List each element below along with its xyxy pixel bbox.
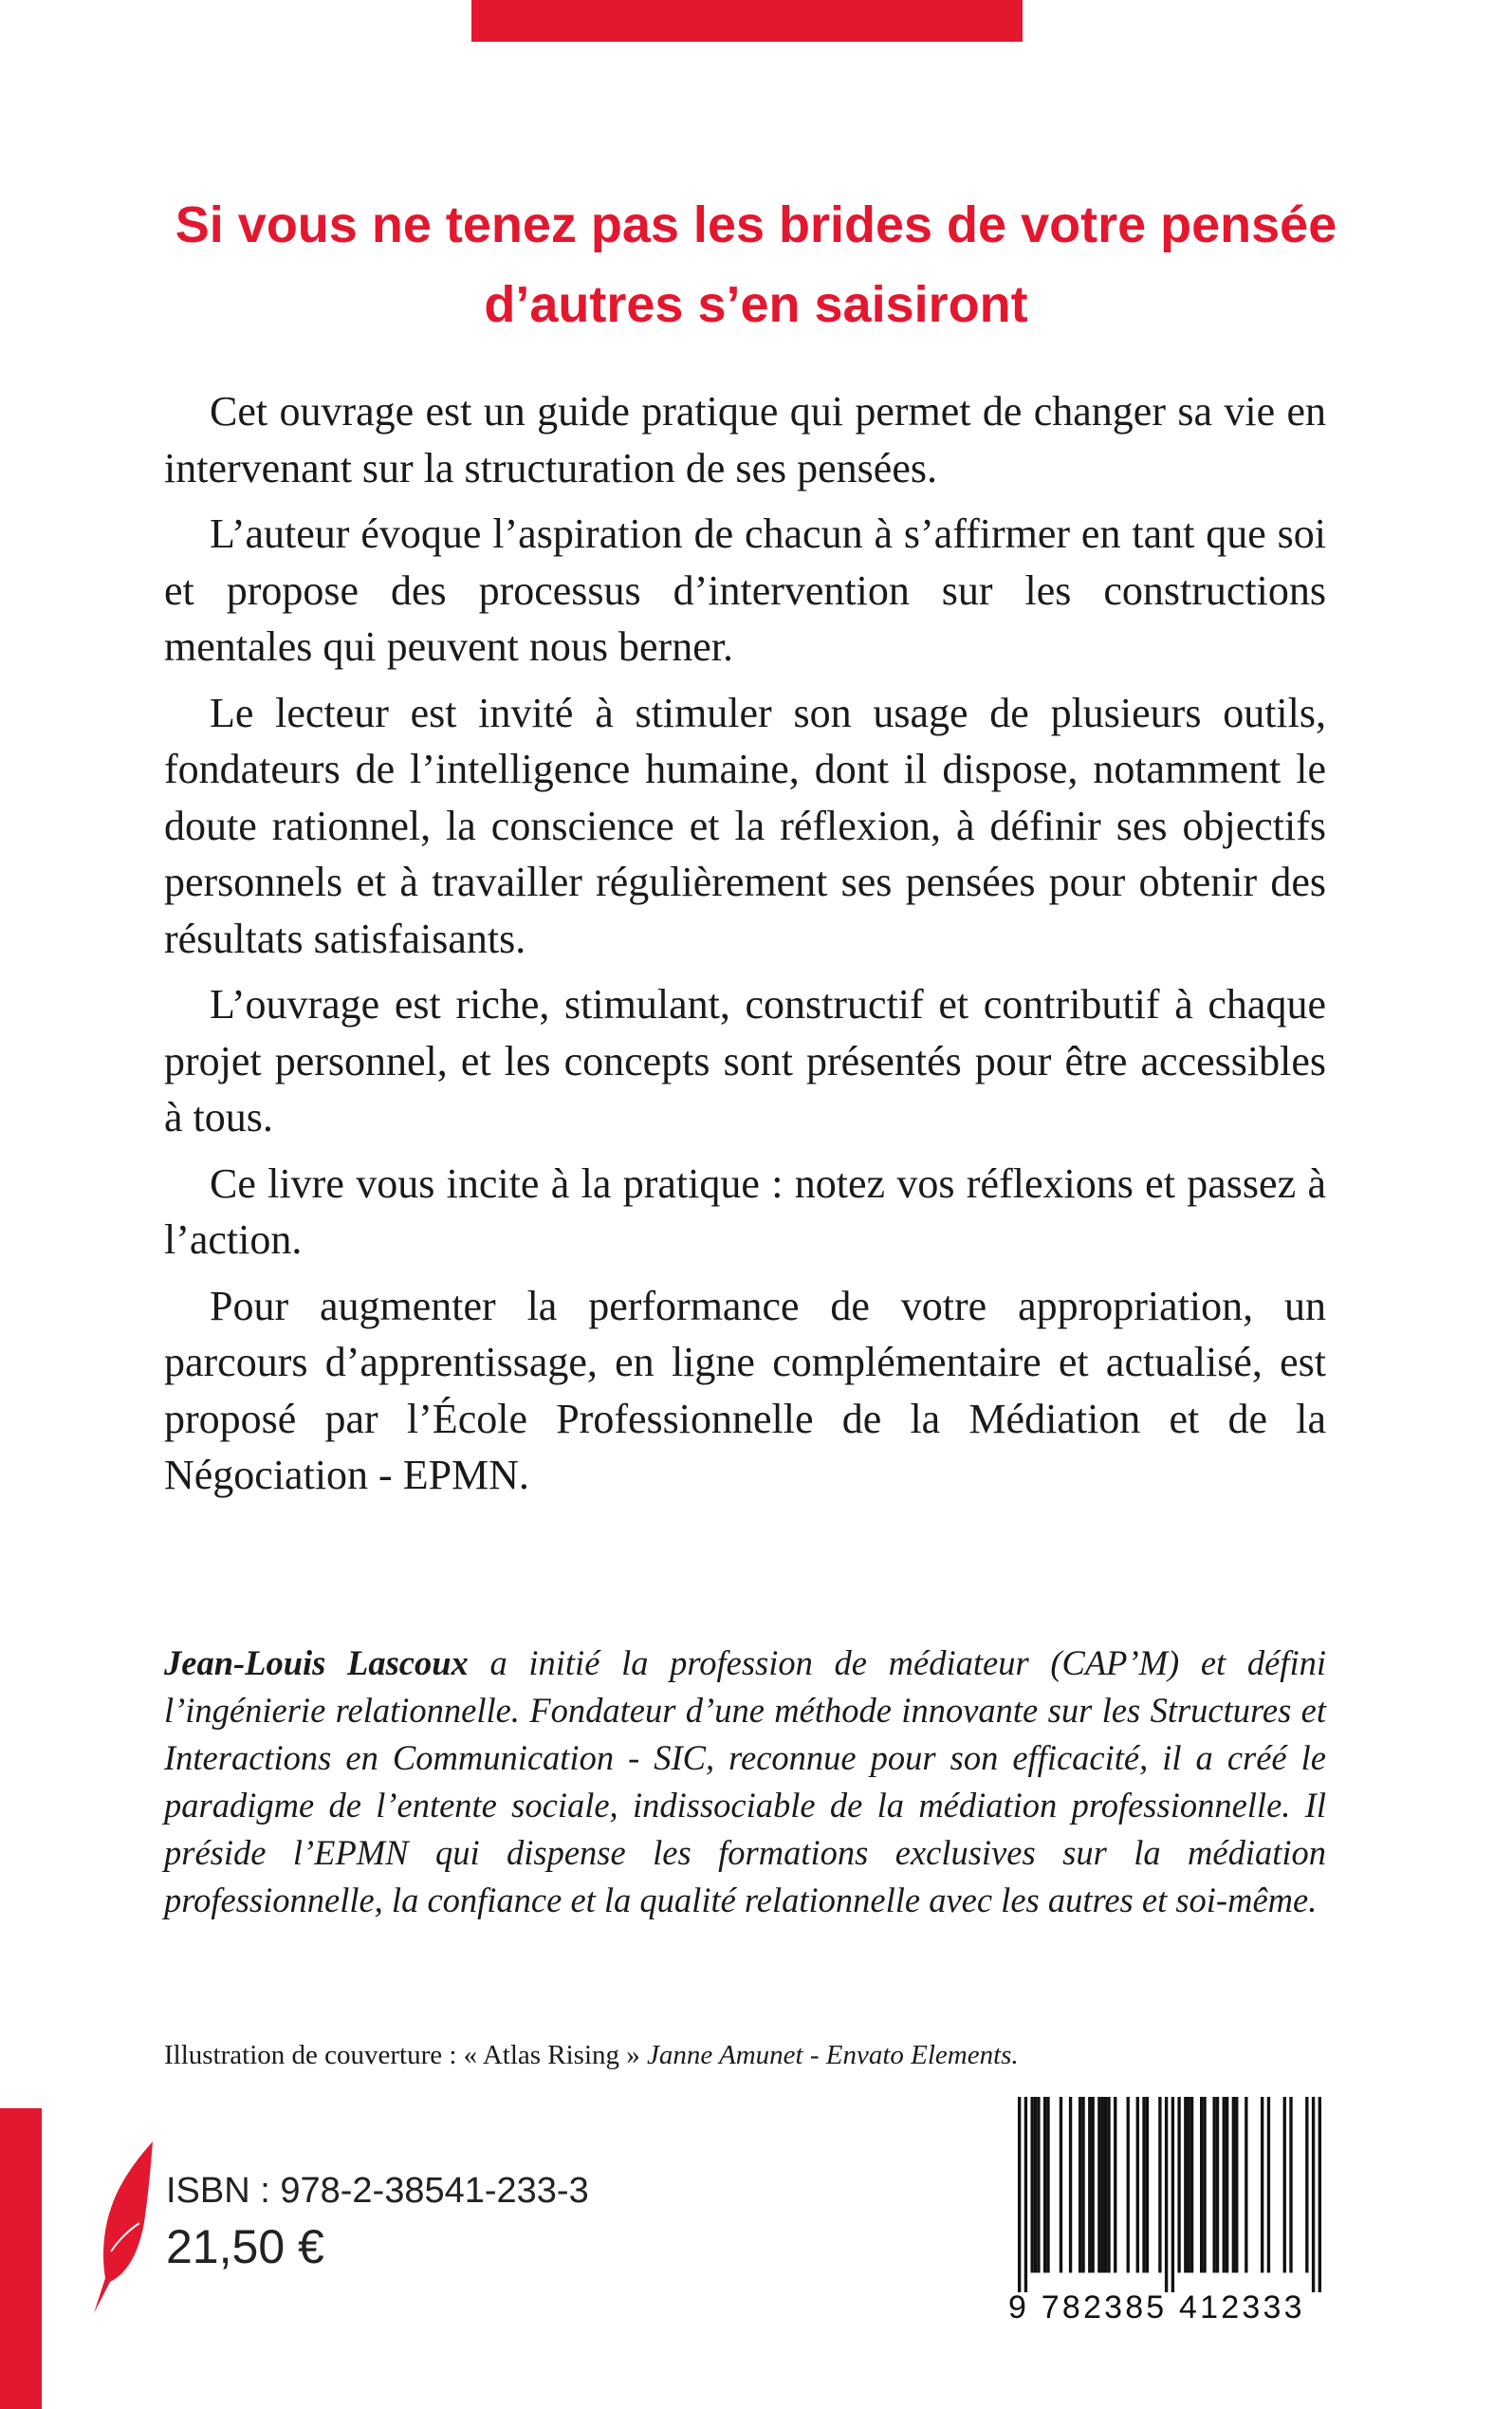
barcode-bar: [1127, 2097, 1130, 2272]
barcode-bar: [1267, 2097, 1270, 2272]
price: 21,50 €: [166, 2220, 324, 2273]
barcode-bar: [1190, 2097, 1193, 2272]
barcode-bar: [1081, 2097, 1084, 2272]
barcode-bar: [1235, 2097, 1238, 2272]
barcode-bar: [1114, 2097, 1116, 2272]
barcode-bar: [1107, 2097, 1110, 2272]
barcode-bar: [1146, 2097, 1149, 2272]
barcode-bar: [1101, 2097, 1104, 2272]
barcode-bar: [1245, 2097, 1247, 2272]
barcode-bar: [1060, 2097, 1062, 2272]
cover-credit: [164, 2036, 1019, 2074]
blurb-paragraph: Le lecteur est invité à stimuler son usage de plusieurs outils, fondateurs de l’intelligence humaine, dont il dispose, notamment le doute rationnel, la conscience et la réflexion, à définir ses objectifs personnels et à travailler régulièrement ses pensées pour obtenir des résultats satisfaisants.: [164, 689, 1326, 962]
isbn: ISBN : 978-2-38541-233-3: [166, 2171, 589, 2211]
blurb: [164, 383, 1326, 1513]
barcode-bar: [1037, 2097, 1040, 2272]
barcode-bar: [1200, 2097, 1203, 2272]
barcode-bar: [1283, 2097, 1286, 2272]
cover-credit-prefix: Illustration de couverture : « Atlas Rising »: [164, 2040, 648, 2070]
author-name: Jean-Louis Lascoux: [164, 1643, 469, 1682]
barcode-bar: [1088, 2097, 1091, 2272]
barcode-bar: [1069, 2097, 1072, 2272]
barcode-digits: 9 782385 412333: [1008, 2289, 1305, 2326]
side-accent-bar: [0, 2108, 42, 2409]
headline-line-2: d’autres s’en saisiront: [484, 276, 1028, 333]
barcode-bar: [1184, 2097, 1187, 2272]
barcode-bar: [1216, 2097, 1219, 2272]
top-accent-bar: [471, 0, 1023, 42]
barcode-bar: [1018, 2097, 1021, 2292]
barcode-bar: [1158, 2097, 1161, 2272]
barcode-bar: [1034, 2097, 1037, 2272]
barcode-bar: [1171, 2097, 1174, 2292]
barcode-bar: [1079, 2097, 1081, 2272]
barcode-bar: [1136, 2097, 1139, 2272]
blurb-paragraph: Cet ouvrage est un guide pratique qui permet de changer sa vie en intervenant sur la structuration de ses pensées.: [164, 388, 1326, 491]
barcode-bar: [1318, 2097, 1321, 2292]
quill-feather-icon: [92, 2140, 158, 2315]
barcode-bars: [1018, 2097, 1321, 2292]
barcode-bar: [1030, 2097, 1033, 2272]
barcode-bar: [1046, 2097, 1049, 2272]
barcode-bar: [1223, 2097, 1226, 2272]
barcode-bar: [1312, 2097, 1315, 2292]
barcode-bar: [1104, 2097, 1107, 2272]
author-bio-text: a initié la profession de médiateur (CAP’M) et défini l’ingénierie relationnelle. Fondateur d’une méthode innovante sur les Structures et Interactions en Communication - SIC, reconnue pour son efficacité, il a créé le paradigme de l’entente sociale, indissociable de la médiation professionnelle. Il préside l’EPMN qui dispense les formations exclusives sur la médiation professionnelle, la confiance et la qualité relationnelle avec les autres et soi-même.: [164, 1643, 1326, 1919]
barcode-bar: [1043, 2097, 1046, 2272]
barcode-bar: [1188, 2097, 1190, 2272]
blurb-paragraph: L’ouvrage est riche, stimulant, constructif et contributif à chaque projet personnel, et les concepts sont présentés pour être accessibles à tous.: [164, 981, 1326, 1140]
blurb-paragraph: Pour augmenter la performance de votre appropriation, un parcours d’apprentissage, en ligne complémentaire et actualisé, est proposé par l’École Professionnelle de la Médiation et de la Négociation - EPMN.: [164, 1282, 1326, 1498]
barcode-bar: [1177, 2097, 1180, 2272]
barcode-bar: [1232, 2097, 1235, 2272]
author-bio: [164, 1640, 1326, 1924]
barcode-bar: [1091, 2097, 1094, 2272]
blurb-paragraph: L’auteur évoque l’aspiration de chacun à s’affirmer en tant que soi et propose des processus d’intervention sur les constructions mentales qui peuvent nous berner.: [164, 510, 1326, 670]
headline-line-1: Si vous ne tenez pas les brides de votre pensée: [175, 196, 1337, 253]
back-cover-headline: [57, 185, 1455, 344]
barcode-bar: [1212, 2097, 1215, 2272]
barcode-bar: [1289, 2097, 1292, 2272]
barcode-bar: [1203, 2097, 1206, 2272]
blurb-paragraph: Ce livre vous incite à la pratique : notez vos réflexions et passez à l’action.: [164, 1159, 1326, 1263]
barcode-bar: [1142, 2097, 1145, 2272]
barcode-bar: [1305, 2097, 1308, 2272]
barcode-bar: [1097, 2097, 1100, 2272]
barcode: [1008, 2097, 1321, 2326]
barcode-bar: [1226, 2097, 1228, 2272]
barcode-bar: [1024, 2097, 1027, 2292]
cover-credit-source: Janne Amunet - Envato Elements.: [647, 2040, 1019, 2070]
barcode-bar: [1165, 2097, 1168, 2292]
barcode-bar: [1261, 2097, 1263, 2272]
